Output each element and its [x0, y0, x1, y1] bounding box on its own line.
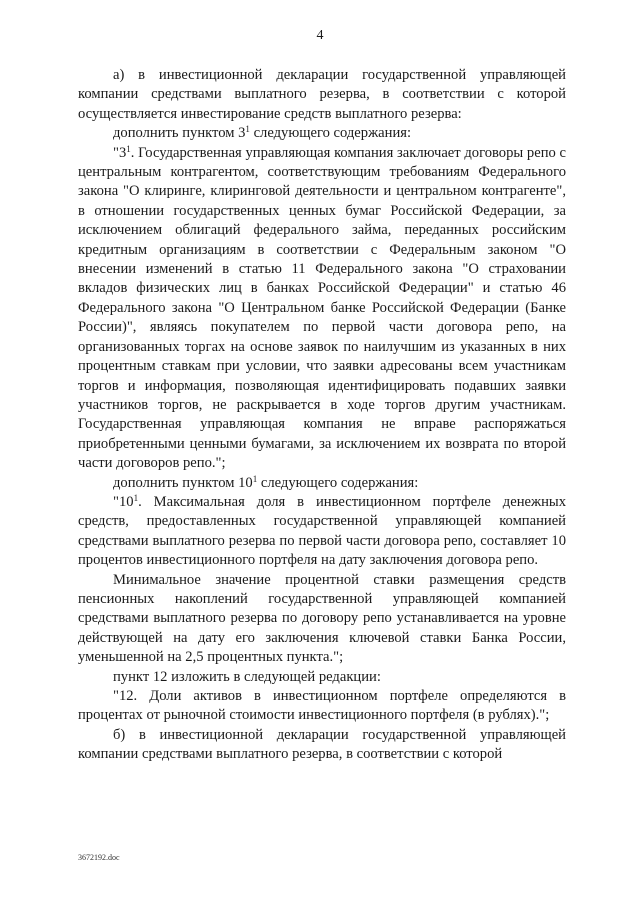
text-run: . Максимальная доля в инвестиционном портфеле денежных средств, предоставленных государственной управляющей компанией средствами выплатного резерва по первой части договора репо, составляет 10 процентов инвестиционного портфеля на дату заключения договора репо. — [78, 493, 566, 569]
superscript: 1 — [252, 473, 258, 484]
text-run: "10 — [113, 493, 134, 510]
text-run: пункт 12 изложить в следующей редакции: — [113, 668, 381, 685]
text-run: дополнить пунктом 10 — [113, 474, 253, 491]
paragraph — [78, 144, 566, 474]
paragraph — [78, 726, 566, 765]
superscript: 1 — [126, 143, 131, 154]
page-number: 4 — [316, 28, 324, 43]
superscript: 1 — [133, 492, 139, 503]
text-run: следующего содержания: — [257, 474, 419, 491]
text-run: б) в инвестиционной декларации государственной управляющей компании средствами выплатного резерва, в соответствии с которой — [78, 726, 566, 763]
paragraph — [78, 124, 566, 143]
paragraph — [78, 668, 566, 687]
text-run: "3 — [113, 144, 127, 161]
paragraph — [78, 571, 566, 668]
file-name-footer: 3672192.doc — [78, 853, 120, 862]
text-run: следующего содержания: — [249, 125, 412, 142]
text-run: "12. Доли активов в инвестиционном портфеле определяются в процентах от рыночной стоимости инвестиционного портфеля (в рублях)."; — [78, 688, 566, 724]
paragraph — [78, 687, 566, 726]
text-run: Минимальное значение процентной ставки размещения средств пенсионных накоплений государственной управляющей компанией средствами выплатного резерва по договору репо устанавливается на уровне действующей на дату его заключения ключевой ставки Банка России, уменьшенной на 2,5 процентных пункта."; — [78, 571, 566, 666]
text-run: а) в инвестиционной декларации государственной управляющей компании средствами выплатного резерва, в соответствии с которой осуществляется инвестирование средств выплатного резерва: — [78, 67, 566, 122]
paragraph — [78, 474, 566, 493]
text-run: дополнить пунктом 3 — [113, 125, 246, 142]
paragraph — [78, 66, 566, 124]
paragraph — [78, 493, 566, 571]
superscript: 1 — [245, 124, 250, 135]
document-body — [78, 66, 566, 765]
text-run: . Государственная управляющая компания заключает договоры репо с центральным контрагентом, соответствующим требованиям Федерального закона "О клиринге, клиринговой деятельности и центральном контрагенте", в отношении государственных ценных бумаг Российской Федерации, за исключением облигаций федерального займа, переданных российским кредитным организациям в соответствии с Федеральным законом "О внесении изменений в статью 11 Федерального закона "О страховании вкладов физических лиц в банках Российской Федерации" и статью 46 Федерального закона "О Центральном банке Российской Федерации (Банке России)", являясь покупателем по первой части договора репо, на организованных торгах на основе заявок по наилучшим из указанных в них процентным ставкам при условии, что заявки адресованы всем участникам торгов и информация, позволяющая идентифицировать подавших заявки участников торгов, не раскрывается в ходе торгов другим участникам. Государственная управляющая компания не вправе распоряжаться приобретенными ценными бумагами, за исключением их возврата по второй части договоров репо."; — [78, 144, 566, 472]
